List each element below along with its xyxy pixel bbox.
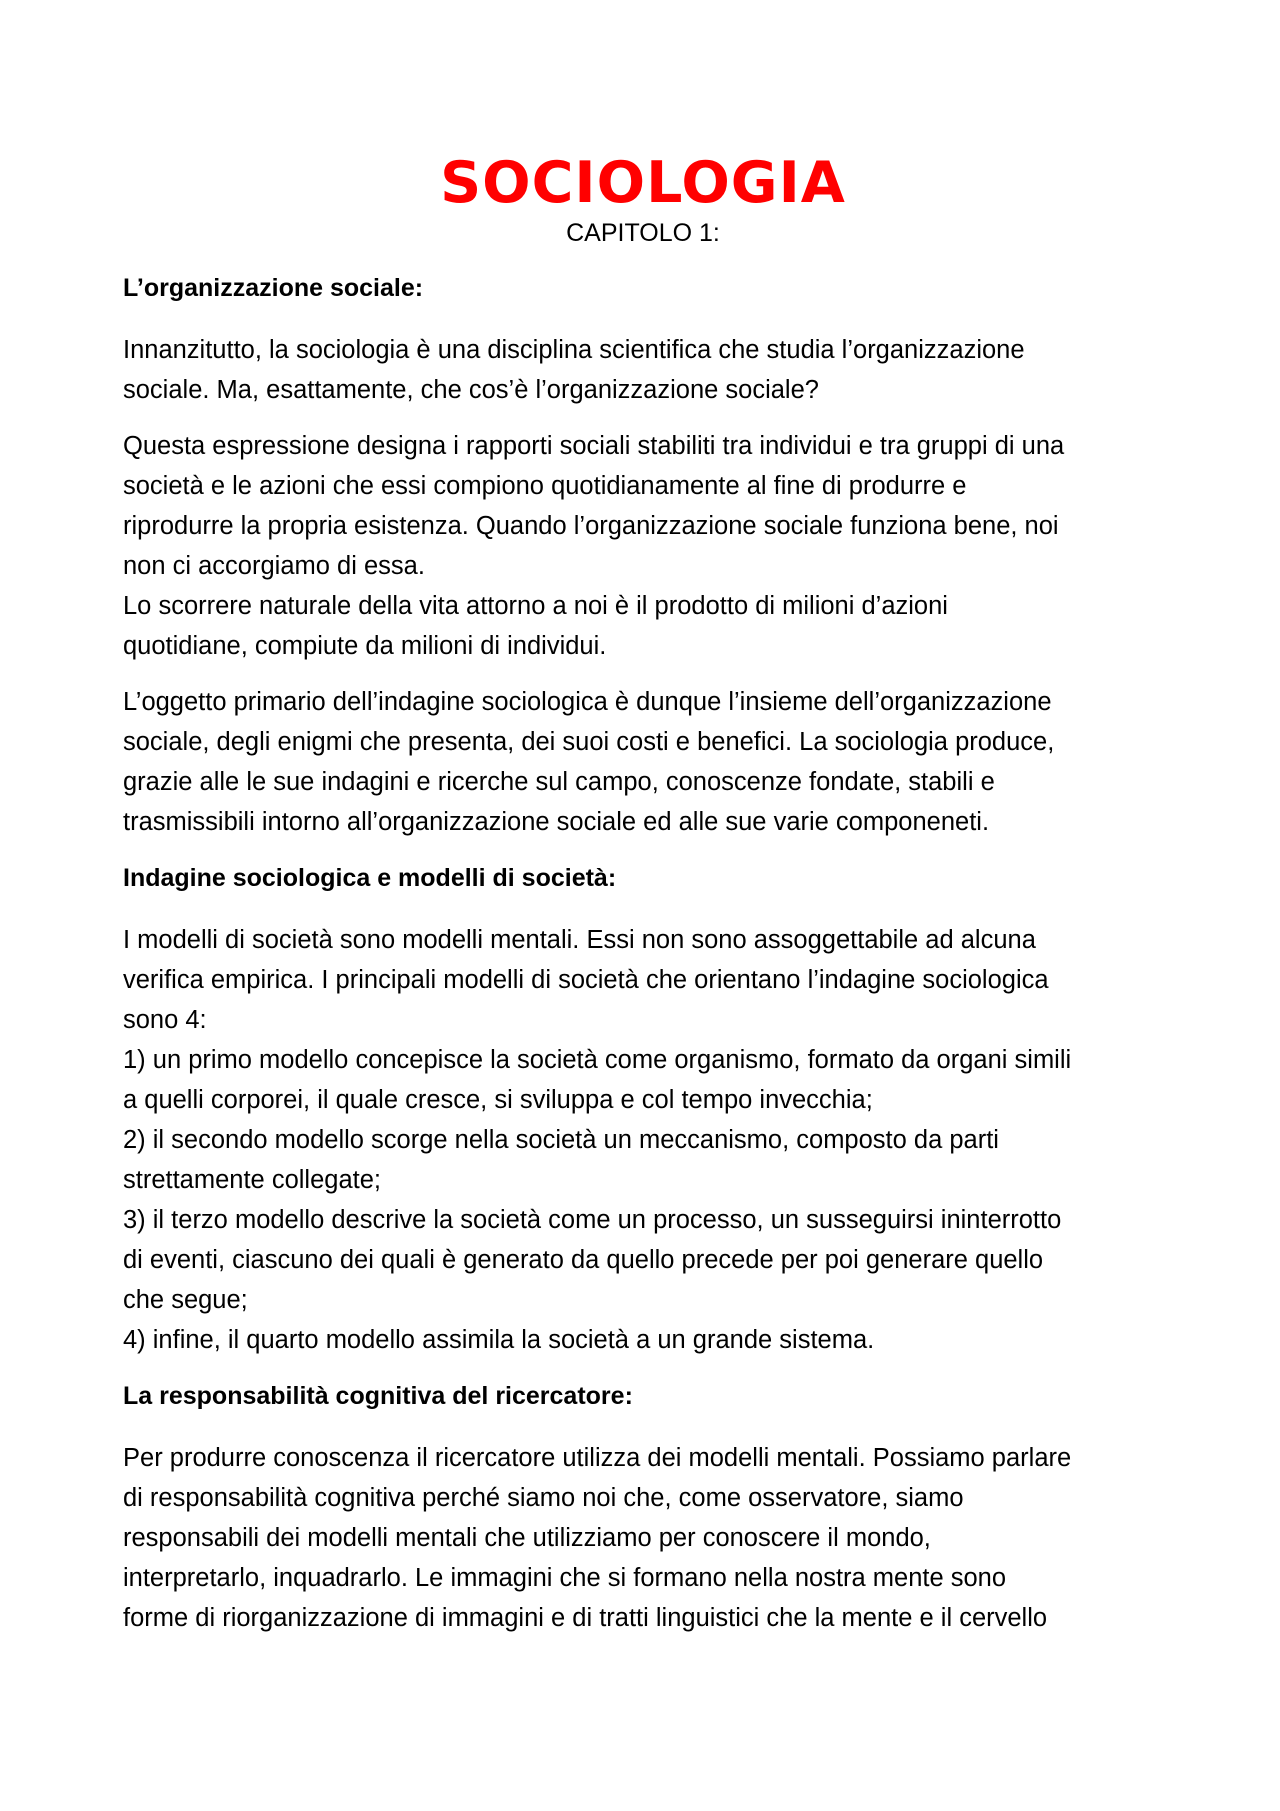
paragraph-line: non ci accorgiamo di essa. [123, 552, 425, 580]
paragraph-line: che segue; [123, 1286, 248, 1314]
paragraph-line: a quelli corporei, il quale cresce, si sviluppa e col tempo invecchia; [123, 1086, 873, 1114]
paragraph-line: Questa espressione designa i rapporti sociali stabiliti tra individui e tra gruppi di una [123, 432, 1065, 460]
paragraph-line: grazie alle le sue indagini e ricerche sul campo, conoscenze fondate, stabili e [123, 768, 995, 796]
paragraph-line: Lo scorrere naturale della vita attorno a noi è il prodotto di milioni d’azioni [123, 592, 948, 620]
paragraph-line: Innanzitutto, la sociologia è una disciplina scientifica che studia l’organizzazione [123, 336, 1025, 364]
paragraph-line: quotidiane, compiute da milioni di individui. [123, 632, 607, 660]
paragraph-line: sociale, degli enigmi che presenta, dei suoi costi e benefici. La sociologia produce, [123, 728, 1055, 756]
paragraph-line: strettamente collegate; [123, 1166, 381, 1194]
paragraph-line: riprodurre la propria esistenza. Quando l’organizzazione sociale funziona bene, noi [123, 512, 1059, 540]
paragraph-line: responsabili dei modelli mentali che utilizziamo per conoscere il mondo, [123, 1524, 931, 1552]
paragraph-line: interpretarlo, inquadrarlo. Le immagini che si formano nella nostra mente sono [123, 1564, 1007, 1592]
section-heading: L’organizzazione sociale: [123, 274, 424, 302]
paragraph-line: L’oggetto primario dell’indagine sociologica è dunque l’insieme dell’organizzazione [123, 688, 1052, 716]
paragraph-line: trasmissibili intorno all’organizzazione sociale ed alle sue varie componeneti. [123, 808, 990, 836]
paragraph [123, 426, 1163, 666]
document-body [123, 150, 1163, 1654]
paragraph-line: 2) il secondo modello scorge nella società un meccanismo, composto da parti [123, 1126, 999, 1154]
paragraph [123, 682, 1163, 842]
section-heading: La responsabilità cognitiva del ricercatore: [123, 1382, 633, 1410]
paragraph-line: sono 4: [123, 1006, 207, 1034]
sections-container [123, 268, 1163, 1638]
document-title: SOCIOLOGIA [440, 150, 846, 216]
chapter-label: CAPITOLO 1: [566, 219, 720, 247]
paragraph-line: di responsabilità cognitiva perché siamo noi che, come osservatore, siamo [123, 1484, 964, 1512]
paragraph-line: Per produrre conoscenza il ricercatore utilizza dei modelli mentali. Possiamo parlare [123, 1444, 1072, 1472]
section-heading: Indagine sociologica e modelli di società: [123, 864, 617, 892]
paragraph-line: I modelli di società sono modelli mentali. Essi non sono assoggettabile ad alcuna [123, 926, 1036, 954]
paragraph-line: 4) infine, il quarto modello assimila la società a un grande sistema. [123, 1326, 875, 1354]
paragraph-line: 3) il terzo modello descrive la società come un processo, un susseguirsi ininterrotto [123, 1206, 1062, 1234]
paragraph-line: di eventi, ciascuno dei quali è generato da quello precede per poi generare quello [123, 1246, 1044, 1274]
paragraph [123, 920, 1163, 1360]
paragraph-line: verifica empirica. I principali modelli di società che orientano l’indagine sociologica [123, 966, 1049, 994]
paragraph-line: società e le azioni che essi compiono quotidianamente al fine di produrre e [123, 472, 967, 500]
paragraph-line: 1) un primo modello concepisce la società come organismo, formato da organi simili [123, 1046, 1072, 1074]
paragraph [123, 1438, 1163, 1638]
paragraph [123, 330, 1163, 410]
paragraph-line: forme di riorganizzazione di immagini e di tratti linguistici che la mente e il cervello [123, 1604, 1048, 1632]
paragraph-line: sociale. Ma, esattamente, che cos’è l’organizzazione sociale? [123, 376, 819, 404]
